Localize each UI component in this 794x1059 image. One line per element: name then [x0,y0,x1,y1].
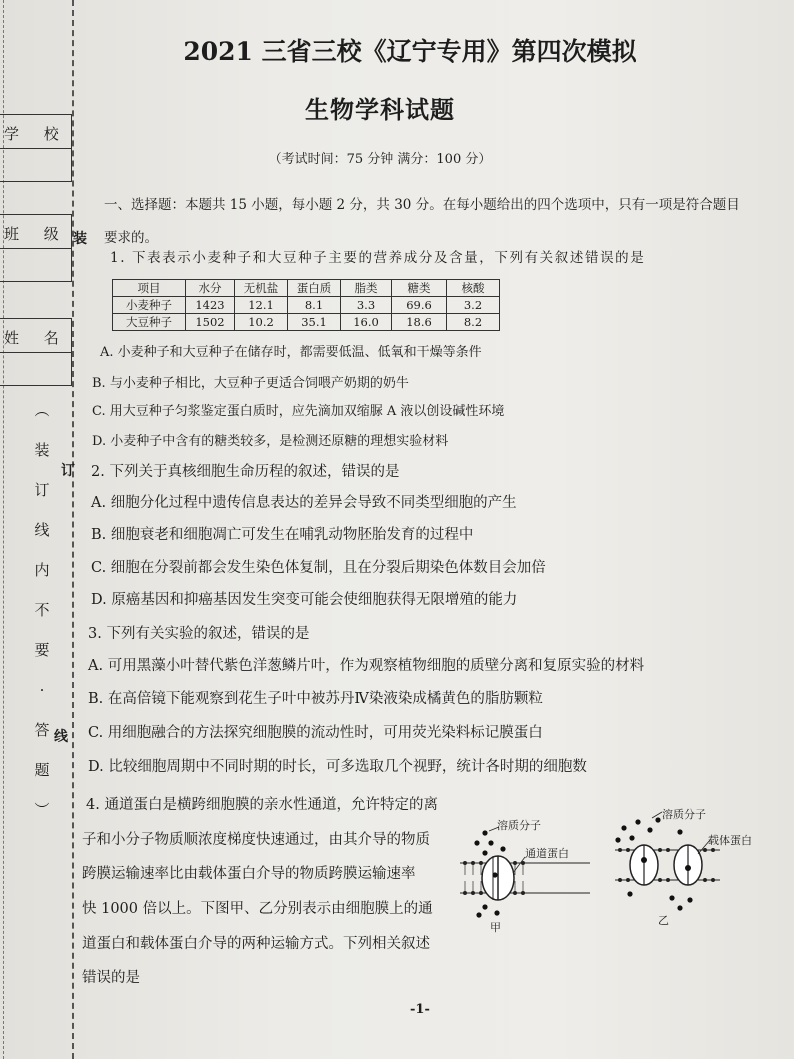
school-label: 学 校 [4,125,69,143]
table-header: 脂类 [341,280,392,297]
binding-char: ︶ [34,801,50,819]
q2-option-b: B. 细胞衰老和细胞凋亡可发生在哺乳动物胚胎发育的过程中 [91,527,474,543]
binding-char: · [39,681,45,699]
table-cell: 18.6 [392,314,447,331]
table-cell: 16.0 [341,314,392,331]
table-header: 无机盐 [235,280,288,297]
table-cell: 8.2 [447,314,500,331]
strip-xian: 线 [54,729,68,745]
strip-ding: 订 [61,463,75,479]
table-row [113,297,500,314]
q4-line-4: 快 1000 倍以上。下图甲、乙分别表示由细胞膜上的通 [82,901,433,917]
q4-line-3: 跨膜运输速率比由载体蛋白介导的物质跨膜运输速率 [82,866,416,882]
jia-channel-label: 通道蛋白 [525,847,569,860]
binding-dashed-line [72,0,74,1059]
channel-protein-diagram [455,815,595,935]
table-header-row [113,280,500,297]
binding-char: ︵ [34,401,50,419]
yi-caption: 乙 [658,914,669,927]
table-cell: 8.1 [288,297,341,314]
q4-line-5: 道蛋白和载体蛋白介导的两种运输方式。下列相关叙述 [82,936,430,952]
figure-carrier-protein [610,800,780,930]
yi-carrier-label: 载体蛋白 [708,834,752,847]
q3-option-c: C. 用细胞融合的方法探究细胞膜的流动性时，可用荧光染料标记膜蛋白 [88,725,543,741]
binding-warning [30,390,54,830]
binding-char: 题 [34,761,50,779]
q1-option-d: D. 小麦种子中含有的糖类较多，是检测还原糖的理想实验材料 [92,434,449,449]
table-cell: 69.6 [392,297,447,314]
section-intro-line1: 一、选择题：本题共 15 小题，每小题 2 分，共 30 分。在每小题给出的四个选项中，只有一项是符合题目 [104,197,740,213]
q1-option-c: C. 用大豆种子匀浆鉴定蛋白质时，应先滴加双缩脲 A 液以创设碱性环境 [92,404,505,419]
jia-caption: 甲 [490,921,501,934]
table-cell: 3.2 [447,297,500,314]
table-cell: 1502 [186,314,235,331]
q4-line-2: 子和小分子物质顺浓度梯度快速通过，由其介导的物质 [82,832,430,848]
table-row [113,314,500,331]
exam-time-info: （考试时间：75 分钟 满分：100 分） [268,152,492,167]
jia-solute-label: 溶质分子 [497,819,541,832]
section-intro-line2: 要求的。 [104,230,158,246]
binding-char: 答 [34,721,50,739]
q3-option-d: D. 比较细胞周期中不同时期的时长，可多选取几个视野，统计各时期的细胞数 [88,759,587,775]
table-header: 水分 [186,280,235,297]
class-field[interactable] [0,214,72,282]
table-cell: 35.1 [288,314,341,331]
q3-stem: 3. 下列有关实验的叙述，错误的是 [88,626,310,642]
table-cell: 12.1 [235,297,288,314]
nutrition-table [112,279,500,331]
table-header: 蛋白质 [288,280,341,297]
q3-option-b: B. 在高倍镜下能观察到花生子叶中被苏丹Ⅳ染液染成橘黄色的脂肪颗粒 [88,691,543,707]
name-field[interactable] [0,318,72,386]
binding-char: 订 [34,481,50,499]
figure-channel-protein [455,815,595,935]
q2-option-a: A. 细胞分化过程中遗传信息表达的差异会导致不同类型细胞的产生 [91,495,517,511]
q2-option-c: C. 细胞在分裂前都会发生染色体复制，且在分裂后期染色体数目会加倍 [91,560,546,576]
binding-char: 内 [34,561,50,579]
table-cell: 小麦种子 [113,297,186,314]
q2-stem: 2. 下列关于真核细胞生命历程的叙述，错误的是 [91,464,400,480]
q1-stem: 1. 下表表示小麦种子和大豆种子主要的营养成分及含量，下列有关叙述错误的是 [110,250,646,266]
binding-char: 不 [34,601,50,619]
table-cell: 1423 [186,297,235,314]
exam-subtitle: 生物学科试题 [305,95,455,124]
q4-line-6: 错误的是 [82,970,140,986]
binding-char: 要 [34,641,50,659]
binding-char: 装 [34,441,50,459]
table-header: 核酸 [447,280,500,297]
school-field[interactable] [0,114,72,182]
table-header: 糖类 [392,280,447,297]
q1-option-b: B. 与小麦种子相比，大豆种子更适合饲喂产奶期的奶牛 [92,376,409,391]
name-label: 姓 名 [4,329,69,347]
q1-option-a: A. 小麦种子和大豆种子在储存时，都需要低温、低氧和干燥等条件 [100,345,482,360]
q2-option-d: D. 原癌基因和抑癌基因发生突变可能会使细胞获得无限增殖的能力 [91,592,518,608]
table-cell: 3.3 [341,297,392,314]
exam-title: 2021 三省三校《辽宁专用》第四次模拟 [183,37,637,66]
class-label: 班 级 [4,225,69,243]
q4-line-1: 4. 通道蛋白是横跨细胞膜的亲水性通道，允许特定的离 [86,797,438,813]
yi-solute-label: 溶质分子 [662,808,706,821]
table-header: 项目 [113,280,186,297]
table-cell: 10.2 [235,314,288,331]
strip-zhuang: 装 [73,231,87,247]
q3-option-a: A. 可用黑藻小叶替代紫色洋葱鳞片叶，作为观察植物细胞的质壁分离和复原实验的材料 [88,658,645,674]
page-number: -1- [410,1002,430,1017]
binding-char: 线 [34,521,50,539]
table-cell: 大豆种子 [113,314,186,331]
